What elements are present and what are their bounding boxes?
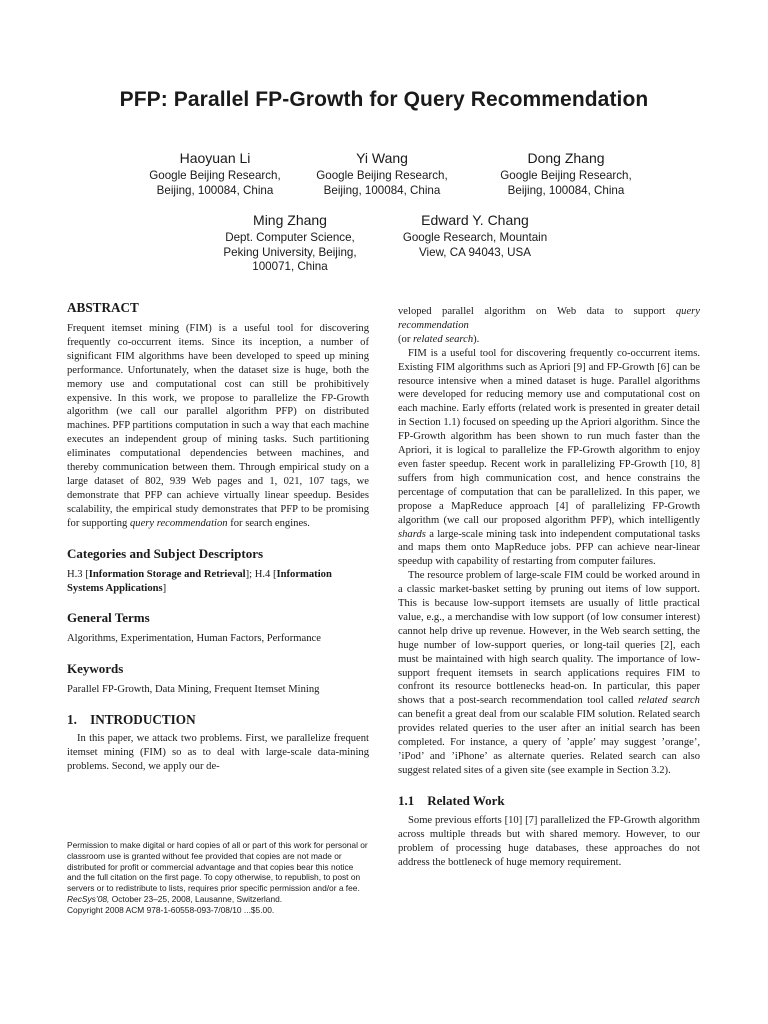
author-block: [190, 212, 390, 275]
category-code: H.3 [: [67, 568, 89, 580]
venue-details: October 23–25, 2008, Lausanne, Switzerland.: [111, 893, 283, 904]
abstract-text: [67, 322, 369, 531]
general-terms-heading: General Terms: [67, 610, 150, 626]
author-block: [370, 212, 580, 260]
author-affiliation: View, CA 94043, USA: [419, 245, 531, 259]
author-block: [277, 150, 487, 198]
author-affiliation: Google Research, Mountain: [402, 231, 548, 244]
introduction-para: [398, 347, 700, 570]
author-affiliation: Google Beijing Research,: [316, 169, 448, 182]
paper-title: PFP: Parallel FP-Growth for Query Recommendation: [119, 88, 649, 111]
categories-text: [67, 568, 369, 596]
venue-name: RecSys’08,: [67, 893, 110, 904]
author-block: [461, 150, 671, 198]
permission-footnote: [67, 840, 369, 916]
intro-emphasis: shards: [398, 528, 426, 540]
abstract-body: Frequent itemset mining (FIM) is a useful tool for discovering frequently co-occurrent items. Since its inception, a number of significant FIM algorithms have been developed to speed up mining performance. Unfortunately, when the dataset size is huge, both the memory use and computational cost can still be prohibitively expensive. In this work, we propose to parallelize the FP-Growth algorithm (we call our parallel algorithm PFP) on distributed machines. PFP partitions computation in such a way that each machine executes an independent group of mining tasks. Such partitioning eliminates computational dependencies between machines, and thereby communication between them. Through empirical study on a large dataset of 802, 939 Web pages and 1, 021, 107 tags, we demonstrate that PFP can achieve virtually linear speedup. Besides scalability, the empirical study demonstrates that PFP to be promising for supporting: [67, 323, 369, 529]
introduction-para: [398, 569, 700, 778]
author-name: Haoyuan Li: [179, 150, 251, 166]
abstract-body-end: for search engines.: [230, 517, 310, 529]
category-name: Information Systems Applications: [67, 568, 332, 594]
left-column: [67, 300, 369, 774]
intro-text: The resource problem of large-scale FIM could be worked around in a classic market-basket setting by pruning out items of low support. This is because low-support itemsets are usually of little practical value, e.g., a merchandise with low support (of low consumer interest) cannot help drive up revenue. However, in the Web search setting, the huge number of low-support queries, or long-tail queries [2], each must be maintained with high search quality. The importance of low-support frequent itemsets in search applications requires FIM to confront its resource bottlenecks head-on. In particular, this paper shows that a post-search recommendation tool called: [398, 570, 700, 707]
author-affiliation: Beijing, 100084, China: [323, 183, 441, 197]
author-affiliation: Peking University, Beijing,: [223, 245, 357, 259]
venue-line: [67, 894, 369, 905]
intro-emphasis: related search: [637, 695, 700, 707]
intro-emphasis: related search: [413, 333, 474, 345]
abstract-heading: ABSTRACT: [67, 300, 139, 315]
right-column: [398, 305, 700, 869]
keywords-text: Parallel FP-Growth, Data Mining, Frequent Itemset Mining: [67, 684, 320, 696]
abstract-emphasis: query recommendation: [129, 517, 228, 529]
author-affiliation: Google Beijing Research,: [500, 169, 632, 182]
related-work-text: Some previous efforts [10] [7] parallelized the FP-Growth algorithm across multiple threads but with shared memory. However, to our problem of processing huge databases, these approaches do not address the bottleneck of huge memory requirement.: [398, 814, 700, 868]
permission-text: Permission to make digital or hard copies of all or part of this work for personal or classroom use is granted without fee provided that copies are not made or distributed for profit or commercial advantage and that copies bear this notice and the full citation on the first page. To copy otherwise, to republish, to post on servers or to redistribute to lists, requires prior specific permission and/or a fee.: [67, 840, 368, 894]
intro-emphasis: query recommendation: [398, 306, 700, 331]
intro-text: (or: [398, 333, 411, 345]
introduction-heading: 1. INTRODUCTION: [67, 712, 196, 728]
author-affiliation: Beijing, 100084, China: [156, 183, 274, 197]
category-name: Information Storage and Retrieval: [88, 568, 246, 580]
introduction-para: In this paper, we attack two problems. First, we parallelize frequent itemset mining (FIM) so as to deal with large-scale data-mining problems. Second, we apply our de-: [67, 733, 369, 773]
intro-text: FIM is a useful tool for discovering frequently co-occurrent items. Existing FIM algorithms such as Apriori [9] and FP-Growth [6] can be resource intensive when a mined dataset is huge. Parallel algorithms were developed for reducing memory use and computational cost on each machine. Early efforts (related work is presented in greater detail in Section 1.1) focused on speeding up the Apriori algorithm. Since the FP-Growth algorithm has been shown to run much faster than the Apriori, it is logical to parallelize the FP-Growth algorithm to enjoy even faster speedup. Recent work in parallelizing FP-Growth [10, 8] suffers from high communication cost, and hence constrains the percentage of computation that can be parallelized. In this paper, we propose a MapReduce approach [4] of parallelizing FP-Growth algorithm (we call our proposed algorithm PFP), which intelligently: [398, 347, 700, 526]
categories-heading: Categories and Subject Descriptors: [67, 545, 264, 561]
intro-text: can benefit a great deal from our scalable FIM solution. Related search provides related queries to the user after an initial search has been completed. For instance, a query of ’apple’ may suggest ’orange’, ’iPod’ and ’iPhone’ as alternate queries. Related search can also suggest related sites of a given site (see example in Section 3.2).: [398, 709, 700, 776]
author-name: Yi Wang: [356, 150, 408, 166]
copyright-line: Copyright 2008 ACM 978-1-60558-093-7/08/10 ...$5.00.: [67, 904, 275, 915]
category-code: ]; H.4 [: [245, 568, 277, 580]
related-work-heading: 1.1 Related Work: [398, 792, 505, 808]
author-name: Edward Y. Chang: [421, 212, 529, 228]
author-name: Dong Zhang: [527, 150, 605, 166]
intro-text: veloped parallel algorithm on Web data to support: [398, 306, 666, 317]
general-terms-text: Algorithms, Experimentation, Human Factors, Performance: [67, 633, 321, 645]
author-affiliation: 100071, China: [252, 260, 328, 274]
category-close: ]: [162, 582, 167, 594]
intro-text: a large-scale mining task into independent computational tasks and maps them onto MapReduce jobs. PFP can achieve near-linear speedup with capability of restarting from computer failures.: [398, 528, 700, 568]
author-affiliation: Dept. Computer Science,: [225, 231, 355, 244]
author-affiliation: Google Beijing Research,: [149, 169, 281, 182]
introduction-continuation: [398, 305, 700, 347]
author-name: Ming Zhang: [253, 212, 327, 228]
intro-text: ).: [473, 333, 480, 345]
author-affiliation: Beijing, 100084, China: [507, 183, 625, 197]
keywords-heading: Keywords: [67, 661, 124, 677]
